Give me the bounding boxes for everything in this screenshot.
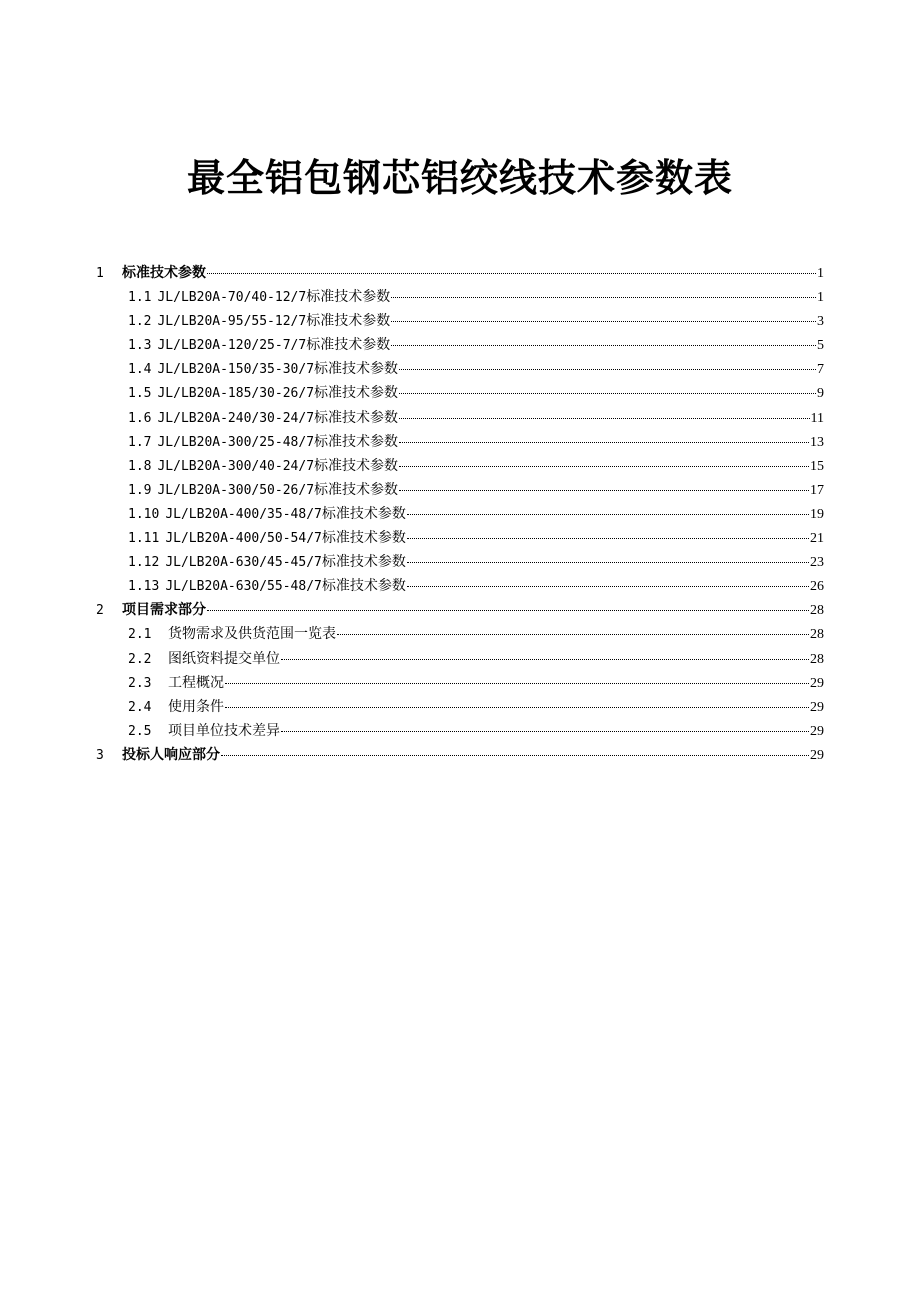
toc-entry-label: 标准技术参数 xyxy=(314,409,399,426)
toc-entry-page-number: 7 xyxy=(817,362,824,378)
toc-entry-number: 1.3 xyxy=(128,338,152,354)
toc-dot-leader xyxy=(407,537,809,539)
toc-dot-leader xyxy=(207,609,809,611)
toc-entry-page-number: 29 xyxy=(810,747,824,763)
toc-entry-page-number: 1 xyxy=(817,290,824,306)
toc-entry-label: 投标人响应部分 xyxy=(122,746,220,763)
toc-entry[interactable] xyxy=(96,527,824,551)
toc-entry-page-number: 23 xyxy=(810,555,824,571)
toc-dot-leader xyxy=(407,513,809,515)
toc-entry-page-number: 28 xyxy=(810,627,824,643)
toc-entry-page-number: 11 xyxy=(810,410,824,426)
toc-entry[interactable] xyxy=(96,407,824,431)
toc-entry[interactable] xyxy=(96,720,824,744)
toc-entry-label: 使用条件 xyxy=(168,698,224,715)
toc-entry-page-number: 29 xyxy=(810,723,824,739)
toc-entry-page-number: 5 xyxy=(817,338,824,354)
toc-entry-number: 2.3 xyxy=(128,675,152,691)
toc-entry-number: 1.11 xyxy=(128,531,160,547)
toc-dot-leader xyxy=(407,561,809,563)
toc-entry-number: 1.1 xyxy=(128,290,152,306)
toc-entry-page-number: 17 xyxy=(810,482,824,498)
toc-entry-page-number: 19 xyxy=(810,506,824,522)
toc-entry-label: 标准技术参数 xyxy=(122,265,206,281)
toc-entry[interactable] xyxy=(96,696,824,720)
toc-entry-number: 1.8 xyxy=(128,458,152,474)
toc-entry-model: JL/LB20A-300/25-48/7 xyxy=(157,434,315,450)
toc-entry[interactable] xyxy=(96,503,824,527)
toc-entry-model: JL/LB20A-70/40-12/7 xyxy=(157,290,307,306)
toc-entry-number: 1.9 xyxy=(128,482,152,498)
toc-entry-label: 货物需求及供货范围一览表 xyxy=(168,626,336,643)
toc-entry[interactable] xyxy=(96,648,824,672)
toc-entry-number: 2.4 xyxy=(128,699,152,715)
toc-entry-number: 3 xyxy=(96,747,104,763)
table-of-contents xyxy=(96,262,824,768)
toc-entry-number: 1.10 xyxy=(128,506,160,522)
toc-entry-label: 标准技术参数 xyxy=(314,457,399,474)
toc-entry-label: 项目需求部分 xyxy=(122,602,206,619)
toc-entry[interactable] xyxy=(96,455,824,479)
toc-dot-leader xyxy=(399,489,809,491)
toc-entry-label: 标准技术参数 xyxy=(321,578,406,595)
toc-dot-leader xyxy=(281,730,809,732)
toc-dot-leader xyxy=(399,368,816,370)
toc-dot-leader xyxy=(399,392,816,394)
toc-entry-label: 标准技术参数 xyxy=(321,554,406,571)
toc-dot-leader xyxy=(281,658,809,660)
toc-entry-number: 1.2 xyxy=(128,314,152,330)
toc-entry-label: 标准技术参数 xyxy=(314,361,399,378)
toc-entry-model: JL/LB20A-400/50-54/7 xyxy=(165,531,322,547)
toc-entry-number: 1.4 xyxy=(128,362,152,378)
toc-entry-page-number: 29 xyxy=(810,699,824,715)
toc-entry-page-number: 29 xyxy=(810,675,824,691)
toc-entry[interactable] xyxy=(96,599,824,623)
toc-entry-page-number: 21 xyxy=(810,531,824,547)
toc-entry-model: JL/LB20A-120/25-7/7 xyxy=(157,338,307,354)
toc-dot-leader xyxy=(225,706,809,708)
toc-dot-leader xyxy=(399,465,809,467)
document-title: 最全铝包钢芯铝绞线技术参数表 xyxy=(186,156,733,200)
toc-dot-leader xyxy=(221,754,809,756)
toc-entry-number: 1.13 xyxy=(128,579,160,595)
toc-entry-page-number: 9 xyxy=(817,386,824,402)
toc-dot-leader xyxy=(391,296,816,298)
toc-entry[interactable] xyxy=(96,334,824,358)
toc-entry-label: 标准技术参数 xyxy=(321,505,406,522)
toc-dot-leader xyxy=(337,633,809,635)
toc-dot-leader xyxy=(391,344,816,346)
toc-entry-label: 标准技术参数 xyxy=(321,530,406,547)
toc-entry-number: 2 xyxy=(96,603,104,619)
toc-entry[interactable] xyxy=(96,575,824,599)
toc-entry-model: JL/LB20A-630/55-48/7 xyxy=(165,579,322,595)
toc-entry-page-number: 28 xyxy=(810,603,824,619)
toc-entry-model: JL/LB20A-300/50-26/7 xyxy=(157,482,315,498)
toc-dot-leader xyxy=(407,585,809,587)
toc-entry-label: 工程概况 xyxy=(168,674,224,691)
toc-entry-page-number: 3 xyxy=(817,314,824,330)
toc-entry[interactable] xyxy=(96,431,824,455)
toc-entry-number: 1.6 xyxy=(128,410,152,426)
toc-entry-number: 1.7 xyxy=(128,434,152,450)
toc-entry[interactable] xyxy=(96,744,824,768)
toc-entry-label: 标准技术参数 xyxy=(314,481,399,498)
toc-dot-leader xyxy=(399,441,809,443)
toc-entry-number: 1.12 xyxy=(128,555,160,571)
toc-entry[interactable] xyxy=(96,479,824,503)
toc-entry-number: 2.1 xyxy=(128,627,152,643)
toc-dot-leader xyxy=(225,682,809,684)
toc-entry-number: 1 xyxy=(96,266,104,281)
toc-entry[interactable] xyxy=(96,672,824,696)
toc-entry-label: 项目单位技术差异 xyxy=(168,722,280,739)
toc-entry-page-number: 26 xyxy=(810,579,824,595)
toc-entry-page-number: 13 xyxy=(810,434,824,450)
toc-dot-leader xyxy=(391,320,816,322)
toc-entry-label: 图纸资料提交单位 xyxy=(168,650,280,667)
toc-entry-label: 标准技术参数 xyxy=(314,433,399,450)
toc-dot-leader xyxy=(207,272,816,274)
toc-entry-model: JL/LB20A-150/35-30/7 xyxy=(157,362,315,378)
toc-entry-model: JL/LB20A-240/30-24/7 xyxy=(157,410,315,426)
toc-entry-number: 1.5 xyxy=(128,386,152,402)
toc-entry-page-number: 15 xyxy=(810,458,824,474)
toc-entry[interactable] xyxy=(96,623,824,647)
toc-entry-label: 标准技术参数 xyxy=(306,289,391,306)
toc-entry-page-number: 28 xyxy=(810,651,824,667)
toc-entry-page-number: 1 xyxy=(817,266,824,281)
toc-dot-leader xyxy=(399,417,809,419)
toc-entry-model: JL/LB20A-185/30-26/7 xyxy=(157,386,315,402)
toc-entry-model: JL/LB20A-300/40-24/7 xyxy=(157,458,315,474)
toc-entry-number: 2.5 xyxy=(128,723,152,739)
toc-entry-model: JL/LB20A-630/45-45/7 xyxy=(165,555,322,571)
toc-entry[interactable] xyxy=(96,551,824,575)
toc-entry[interactable] xyxy=(96,310,824,334)
toc-entry[interactable] xyxy=(96,262,824,286)
toc-entry-number: 2.2 xyxy=(128,651,152,667)
toc-entry-model: JL/LB20A-400/35-48/7 xyxy=(165,506,322,522)
toc-entry[interactable] xyxy=(96,286,824,310)
toc-entry-label: 标准技术参数 xyxy=(306,313,391,330)
toc-entry[interactable] xyxy=(96,358,824,382)
toc-entry-label: 标准技术参数 xyxy=(314,385,399,402)
toc-entry-label: 标准技术参数 xyxy=(306,337,391,354)
toc-entry[interactable] xyxy=(96,382,824,406)
toc-entry-model: JL/LB20A-95/55-12/7 xyxy=(157,314,307,330)
